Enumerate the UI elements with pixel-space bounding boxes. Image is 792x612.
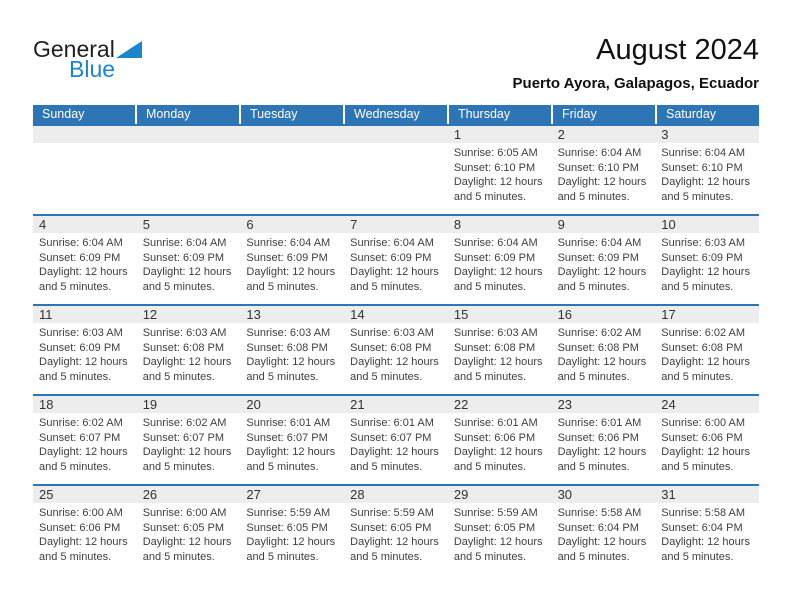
- sunrise-text: Sunrise: 5:59 AM: [246, 507, 331, 519]
- day-number: 17: [655, 306, 759, 323]
- week-row: [33, 394, 759, 484]
- daylight-text: Daylight: 12 hours: [246, 266, 336, 278]
- day-header-friday: Friday: [553, 105, 655, 124]
- daylight-text: Daylight: 12 hours: [142, 446, 232, 458]
- daylight-text: Daylight: 12 hours: [246, 356, 336, 368]
- logo-blue-text: Blue: [69, 56, 116, 82]
- sunrise-text: Sunrise: 5:58 AM: [557, 507, 642, 519]
- day-cell-1: [448, 126, 552, 214]
- day-details: [344, 503, 448, 564]
- sunrise-text: Sunrise: 5:59 AM: [350, 507, 434, 519]
- sunset-text: Sunset: 6:05 PM: [142, 521, 225, 534]
- day-number: 18: [33, 396, 137, 413]
- sunrise-text: Sunrise: 6:04 AM: [142, 237, 227, 249]
- day-cell-24: [655, 396, 759, 484]
- daylight-text: Daylight: 12 hours: [557, 446, 647, 458]
- daylight-text: Daylight: 12 hours: [39, 536, 128, 548]
- day-number: 4: [33, 216, 137, 233]
- daylight-text-continued: and 5 minutes.: [557, 550, 630, 563]
- day-details: [240, 233, 344, 294]
- day-number: [137, 126, 241, 143]
- day-details: [552, 233, 656, 294]
- sunrise-text: Sunrise: 6:03 AM: [246, 327, 331, 339]
- day-cell-empty: [137, 126, 241, 214]
- day-number: 30: [552, 486, 656, 503]
- day-details: [552, 143, 656, 204]
- sunrise-text: Sunrise: 6:01 AM: [246, 417, 331, 429]
- sunset-text: Sunset: 6:08 PM: [557, 341, 639, 354]
- day-number: 20: [240, 396, 344, 413]
- day-details: [448, 503, 552, 564]
- daylight-text: Daylight: 12 hours: [661, 176, 750, 188]
- day-cell-20: [240, 396, 344, 484]
- day-cell-14: [344, 306, 448, 394]
- day-details: [655, 233, 759, 294]
- sunrise-text: Sunrise: 6:04 AM: [39, 237, 123, 249]
- day-cell-empty: [240, 126, 344, 214]
- day-number: 8: [448, 216, 552, 233]
- sunrise-text: Sunrise: 6:01 AM: [453, 417, 538, 429]
- day-cell-6: [240, 216, 344, 304]
- sunrise-text: Sunrise: 6:03 AM: [453, 327, 538, 339]
- day-details: [33, 413, 137, 474]
- day-cell-2: [552, 126, 656, 214]
- daylight-text-continued: and 5 minutes.: [246, 460, 319, 473]
- day-details: [240, 323, 344, 384]
- day-cell-19: [137, 396, 241, 484]
- daylight-text-continued: and 5 minutes.: [661, 370, 734, 383]
- sunset-text: Sunset: 6:09 PM: [453, 251, 536, 264]
- sunrise-text: Sunrise: 6:02 AM: [39, 417, 123, 429]
- day-number: 6: [240, 216, 344, 233]
- daylight-text: Daylight: 12 hours: [246, 536, 336, 548]
- day-details: [655, 323, 759, 384]
- daylight-text: Daylight: 12 hours: [661, 446, 750, 458]
- sunset-text: Sunset: 6:09 PM: [661, 251, 743, 264]
- daylight-text-continued: and 5 minutes.: [142, 460, 215, 473]
- day-details: [137, 323, 241, 384]
- day-details: [552, 503, 656, 564]
- daylight-text: Daylight: 12 hours: [39, 266, 128, 278]
- sunset-text: Sunset: 6:08 PM: [350, 341, 432, 354]
- daylight-text-continued: and 5 minutes.: [39, 550, 112, 563]
- sunset-text: Sunset: 6:08 PM: [246, 341, 328, 354]
- sunrise-text: Sunrise: 6:03 AM: [350, 327, 434, 339]
- sunset-text: Sunset: 6:05 PM: [246, 521, 328, 534]
- day-details: [137, 413, 241, 474]
- day-cell-15: [448, 306, 552, 394]
- day-number: 24: [655, 396, 759, 413]
- sunrise-text: Sunrise: 5:59 AM: [453, 507, 538, 519]
- day-number: 2: [552, 126, 656, 143]
- daylight-text-continued: and 5 minutes.: [661, 190, 734, 203]
- sunrise-text: Sunrise: 6:00 AM: [142, 507, 227, 519]
- day-cell-18: [33, 396, 137, 484]
- sunset-text: Sunset: 6:09 PM: [350, 251, 432, 264]
- calendar-table: [33, 105, 759, 574]
- day-number: 22: [448, 396, 552, 413]
- daylight-text-continued: and 5 minutes.: [557, 280, 630, 293]
- day-cell-30: [552, 486, 656, 574]
- sunset-text: Sunset: 6:08 PM: [142, 341, 225, 354]
- day-details: [240, 503, 344, 564]
- daylight-text: Daylight: 12 hours: [661, 266, 750, 278]
- daylight-text: Daylight: 12 hours: [350, 446, 439, 458]
- sunset-text: Sunset: 6:07 PM: [39, 431, 121, 444]
- day-details: [448, 233, 552, 294]
- daylight-text-continued: and 5 minutes.: [661, 460, 734, 473]
- daylight-text: Daylight: 12 hours: [142, 536, 232, 548]
- day-details: [655, 143, 759, 204]
- daylight-text-continued: and 5 minutes.: [350, 370, 423, 383]
- day-number: 15: [448, 306, 552, 323]
- sunset-text: Sunset: 6:06 PM: [453, 431, 536, 444]
- sunset-text: Sunset: 6:05 PM: [453, 521, 536, 534]
- week-row: [33, 214, 759, 304]
- day-details: [344, 233, 448, 294]
- daylight-text: Daylight: 12 hours: [557, 176, 647, 188]
- day-details: [448, 143, 552, 204]
- daylight-text-continued: and 5 minutes.: [246, 370, 319, 383]
- daylight-text-continued: and 5 minutes.: [453, 550, 526, 563]
- day-number: [240, 126, 344, 143]
- daylight-text: Daylight: 12 hours: [142, 356, 232, 368]
- daylight-text-continued: and 5 minutes.: [39, 280, 112, 293]
- sunset-text: Sunset: 6:10 PM: [453, 161, 536, 174]
- sunrise-text: Sunrise: 6:03 AM: [661, 237, 746, 249]
- daylight-text: Daylight: 12 hours: [557, 536, 647, 548]
- daylight-text-continued: and 5 minutes.: [453, 190, 526, 203]
- daylight-text: Daylight: 12 hours: [246, 446, 336, 458]
- daylight-text-continued: and 5 minutes.: [246, 280, 319, 293]
- logo-general-text: General: [33, 36, 115, 62]
- daylight-text-continued: and 5 minutes.: [661, 280, 734, 293]
- day-number: 16: [552, 306, 656, 323]
- sunset-text: Sunset: 6:06 PM: [557, 431, 639, 444]
- day-number: 29: [448, 486, 552, 503]
- daylight-text: Daylight: 12 hours: [453, 446, 543, 458]
- day-number: 11: [33, 306, 137, 323]
- day-cell-11: [33, 306, 137, 394]
- sunrise-text: Sunrise: 6:03 AM: [142, 327, 227, 339]
- sunrise-text: Sunrise: 6:01 AM: [557, 417, 642, 429]
- day-details: [33, 233, 137, 294]
- sunset-text: Sunset: 6:08 PM: [453, 341, 536, 354]
- day-cell-7: [344, 216, 448, 304]
- sunset-text: Sunset: 6:04 PM: [661, 521, 743, 534]
- sunrise-text: Sunrise: 6:05 AM: [453, 147, 538, 159]
- day-cell-empty: [33, 126, 137, 214]
- day-number: 28: [344, 486, 448, 503]
- day-number: 13: [240, 306, 344, 323]
- sunset-text: Sunset: 6:06 PM: [661, 431, 743, 444]
- day-details: [137, 233, 241, 294]
- day-details: [655, 413, 759, 474]
- day-number: 1: [448, 126, 552, 143]
- daylight-text-continued: and 5 minutes.: [142, 550, 215, 563]
- day-cell-16: [552, 306, 656, 394]
- day-number: 5: [137, 216, 241, 233]
- day-number: 27: [240, 486, 344, 503]
- day-cell-10: [655, 216, 759, 304]
- sunrise-text: Sunrise: 6:01 AM: [350, 417, 434, 429]
- title-block: [513, 34, 759, 92]
- day-cell-5: [137, 216, 241, 304]
- day-details: [448, 323, 552, 384]
- sunrise-text: Sunrise: 6:04 AM: [557, 237, 642, 249]
- daylight-text: Daylight: 12 hours: [557, 356, 647, 368]
- sunset-text: Sunset: 6:05 PM: [350, 521, 432, 534]
- sunset-text: Sunset: 6:10 PM: [557, 161, 639, 174]
- day-header-wednesday: Wednesday: [345, 105, 447, 124]
- daylight-text: Daylight: 12 hours: [661, 356, 750, 368]
- day-cell-21: [344, 396, 448, 484]
- daylight-text-continued: and 5 minutes.: [142, 370, 215, 383]
- daylight-text: Daylight: 12 hours: [350, 356, 439, 368]
- daylight-text: Daylight: 12 hours: [453, 176, 543, 188]
- day-header-thursday: Thursday: [449, 105, 551, 124]
- daylight-text-continued: and 5 minutes.: [39, 370, 112, 383]
- day-details: [552, 413, 656, 474]
- day-cell-22: [448, 396, 552, 484]
- day-number: 3: [655, 126, 759, 143]
- page-subtitle: Puerto Ayora, Galapagos, Ecuador: [512, 75, 759, 92]
- day-cell-empty: [344, 126, 448, 214]
- day-header-sunday: Sunday: [33, 105, 135, 124]
- day-number: 26: [137, 486, 241, 503]
- sunrise-text: Sunrise: 6:04 AM: [350, 237, 434, 249]
- day-cell-8: [448, 216, 552, 304]
- day-number: 10: [655, 216, 759, 233]
- daylight-text-continued: and 5 minutes.: [661, 550, 734, 563]
- daylight-text-continued: and 5 minutes.: [350, 550, 423, 563]
- day-number: [33, 126, 137, 143]
- day-cell-13: [240, 306, 344, 394]
- daylight-text: Daylight: 12 hours: [142, 266, 232, 278]
- daylight-text-continued: and 5 minutes.: [557, 190, 630, 203]
- day-cell-9: [552, 216, 656, 304]
- week-row: [33, 304, 759, 394]
- daylight-text-continued: and 5 minutes.: [557, 370, 630, 383]
- day-number: 12: [137, 306, 241, 323]
- day-cell-28: [344, 486, 448, 574]
- day-details: [552, 323, 656, 384]
- day-details: [33, 503, 137, 564]
- daylight-text: Daylight: 12 hours: [350, 536, 439, 548]
- daylight-text: Daylight: 12 hours: [39, 356, 128, 368]
- day-number: 21: [344, 396, 448, 413]
- daylight-text-continued: and 5 minutes.: [350, 460, 423, 473]
- sunrise-text: Sunrise: 6:04 AM: [453, 237, 538, 249]
- daylight-text: Daylight: 12 hours: [557, 266, 647, 278]
- sunset-text: Sunset: 6:09 PM: [39, 341, 121, 354]
- daylight-text-continued: and 5 minutes.: [453, 280, 526, 293]
- day-details: [33, 323, 137, 384]
- daylight-text: Daylight: 12 hours: [350, 266, 439, 278]
- sunrise-text: Sunrise: 6:02 AM: [661, 327, 746, 339]
- week-row: [33, 484, 759, 574]
- daylight-text-continued: and 5 minutes.: [557, 460, 630, 473]
- sunrise-text: Sunrise: 6:04 AM: [246, 237, 331, 249]
- day-cell-27: [240, 486, 344, 574]
- day-details: [655, 503, 759, 564]
- sunrise-text: Sunrise: 6:02 AM: [557, 327, 642, 339]
- day-number: 31: [655, 486, 759, 503]
- day-cell-4: [33, 216, 137, 304]
- day-details: [344, 413, 448, 474]
- day-cell-26: [137, 486, 241, 574]
- day-cell-23: [552, 396, 656, 484]
- day-number: 14: [344, 306, 448, 323]
- daylight-text-continued: and 5 minutes.: [453, 460, 526, 473]
- day-number: 25: [33, 486, 137, 503]
- sunrise-text: Sunrise: 6:00 AM: [39, 507, 123, 519]
- sunset-text: Sunset: 6:09 PM: [246, 251, 328, 264]
- day-cell-12: [137, 306, 241, 394]
- day-number: 7: [344, 216, 448, 233]
- daylight-text-continued: and 5 minutes.: [246, 550, 319, 563]
- daylight-text: Daylight: 12 hours: [453, 536, 543, 548]
- daylight-text: Daylight: 12 hours: [453, 266, 543, 278]
- daylight-text-continued: and 5 minutes.: [39, 460, 112, 473]
- daylight-text: Daylight: 12 hours: [661, 536, 750, 548]
- sunset-text: Sunset: 6:10 PM: [661, 161, 743, 174]
- day-number: 23: [552, 396, 656, 413]
- sunset-text: Sunset: 6:04 PM: [557, 521, 639, 534]
- daylight-text: Daylight: 12 hours: [453, 356, 543, 368]
- day-cell-3: [655, 126, 759, 214]
- sunset-text: Sunset: 6:09 PM: [142, 251, 225, 264]
- sunrise-text: Sunrise: 5:58 AM: [661, 507, 746, 519]
- sunset-text: Sunset: 6:09 PM: [39, 251, 121, 264]
- sunset-text: Sunset: 6:08 PM: [661, 341, 743, 354]
- sunset-text: Sunset: 6:07 PM: [142, 431, 225, 444]
- day-details: [344, 323, 448, 384]
- sunrise-text: Sunrise: 6:04 AM: [557, 147, 642, 159]
- day-number: 9: [552, 216, 656, 233]
- day-number: 19: [137, 396, 241, 413]
- sunrise-text: Sunrise: 6:00 AM: [661, 417, 746, 429]
- day-header-row: [33, 105, 759, 124]
- day-number: [344, 126, 448, 143]
- day-cell-17: [655, 306, 759, 394]
- calendar-weeks: [33, 124, 759, 574]
- day-cell-25: [33, 486, 137, 574]
- week-row: [33, 124, 759, 214]
- sunrise-text: Sunrise: 6:03 AM: [39, 327, 123, 339]
- daylight-text-continued: and 5 minutes.: [453, 370, 526, 383]
- page-title: August 2024: [596, 34, 759, 66]
- sunset-text: Sunset: 6:06 PM: [39, 521, 121, 534]
- day-details: [240, 413, 344, 474]
- sunset-text: Sunset: 6:07 PM: [246, 431, 328, 444]
- sunrise-text: Sunrise: 6:02 AM: [142, 417, 227, 429]
- day-header-tuesday: Tuesday: [241, 105, 343, 124]
- general-blue-logo: [33, 36, 153, 83]
- day-details: [137, 503, 241, 564]
- logo-triangle-icon: [116, 41, 142, 58]
- daylight-text: Daylight: 12 hours: [39, 446, 128, 458]
- day-details: [448, 413, 552, 474]
- day-cell-31: [655, 486, 759, 574]
- daylight-text-continued: and 5 minutes.: [142, 280, 215, 293]
- day-header-monday: Monday: [137, 105, 239, 124]
- sunset-text: Sunset: 6:07 PM: [350, 431, 432, 444]
- sunrise-text: Sunrise: 6:04 AM: [661, 147, 746, 159]
- day-header-saturday: Saturday: [657, 105, 759, 124]
- daylight-text-continued: and 5 minutes.: [350, 280, 423, 293]
- day-cell-29: [448, 486, 552, 574]
- sunset-text: Sunset: 6:09 PM: [557, 251, 639, 264]
